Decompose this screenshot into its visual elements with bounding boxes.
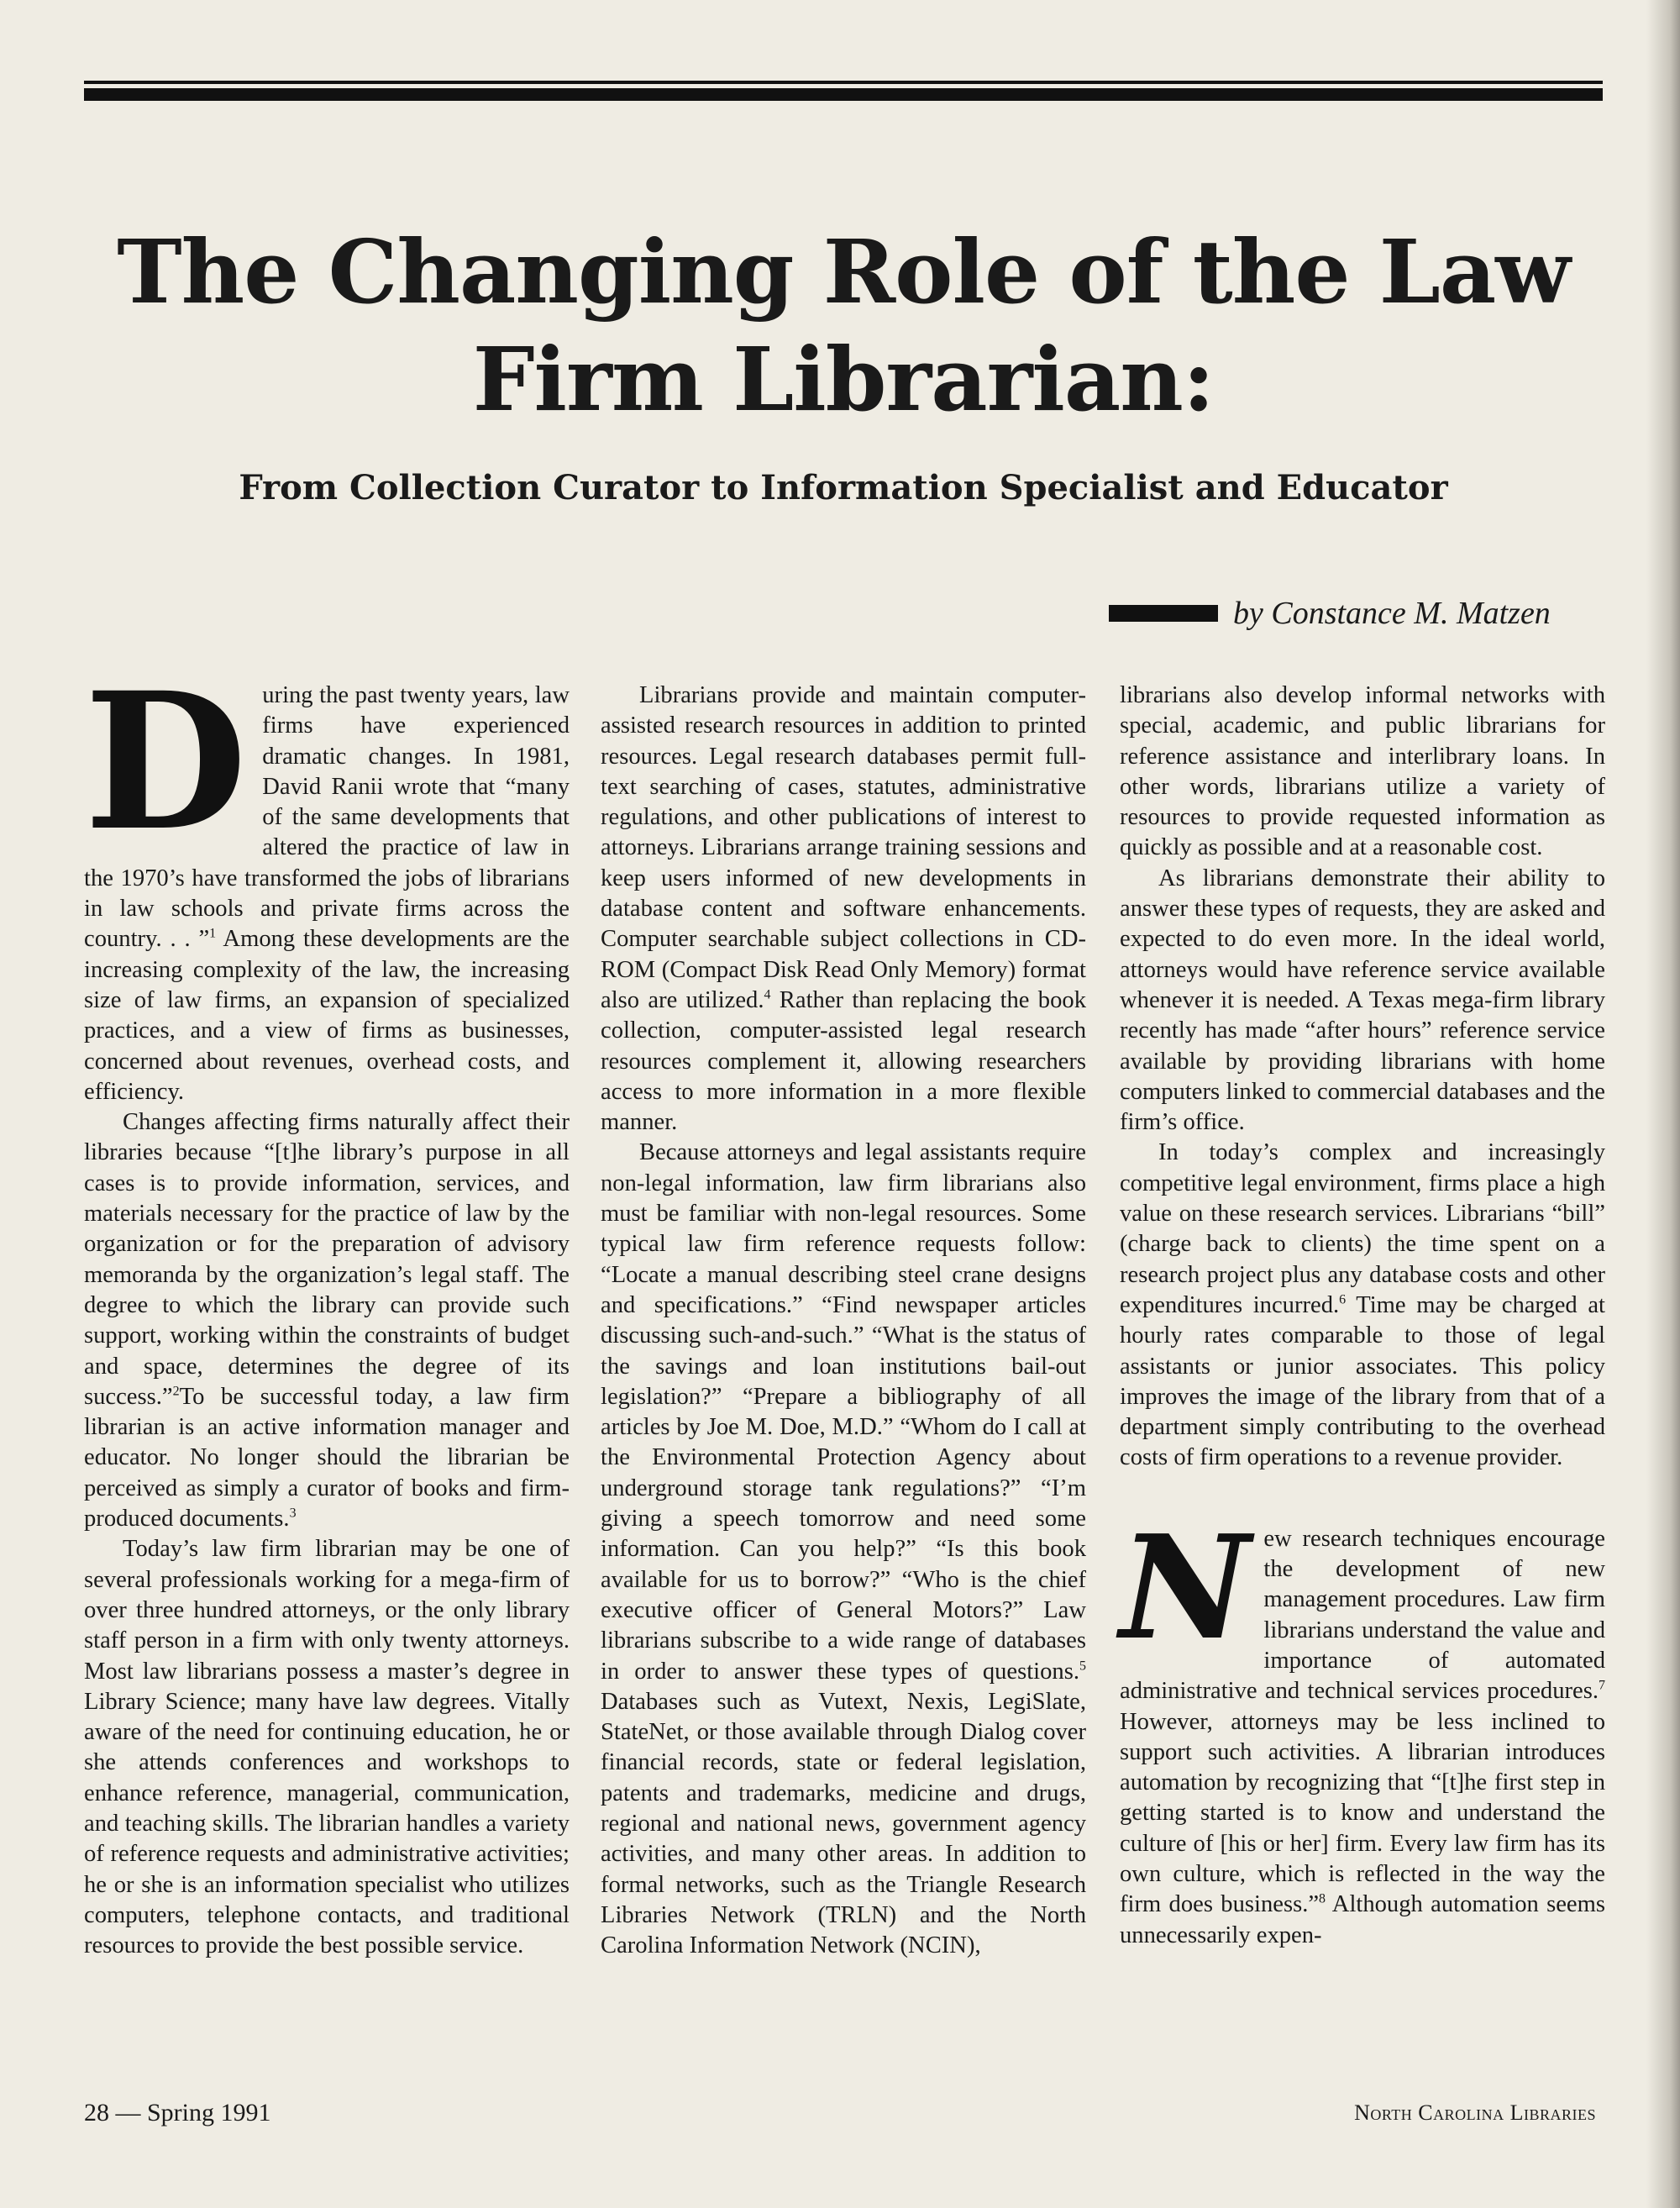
article-subtitle: From Collection Curator to Information Specialist and Educator bbox=[239, 468, 1448, 507]
header-rule bbox=[84, 81, 1603, 101]
dropcap-n: N bbox=[1120, 1503, 1251, 1672]
paragraph: Librarians provide and maintain computer-assisted research resources in addition to printed resources. Legal research databases permit full-text searching of cases, statutes, administrative regulations, and other publications of interest to attorneys. Librarians arrange training sessions and keep users informed of new developments in database content and software enhancements. Computer searchable subject collections in CD-ROM (Compact Disk Read Only Memory) format also are utilized.$^4$ Rather than replacing the book collection, computer-assisted legal research resources complement it, allowing researchers access to more information in a more flexible manner. bbox=[601, 682, 1086, 1136]
byline bbox=[1109, 588, 1613, 639]
page-edge bbox=[1646, 0, 1680, 2208]
page-folio: 28 — Spring 1991 bbox=[84, 2099, 271, 2127]
article-title: The Changing Role of the Law Firm Librarian: bbox=[117, 220, 1570, 431]
byline-bar bbox=[1109, 605, 1218, 622]
paragraph: Changes affecting firms naturally affect their libraries because “[t]he library’s purpose in all cases is to provide information, services, and materials necessary for the practice of law by the organization or for the preparation of advisory memoranda by the organization’s legal staff. The degree to which the library can provide such support, working within the constraints of budget and space, determines the degree of its success.”$^2$To be successful today, a law firm librarian is an active information manager and educator. No longer should the librarian be perceived as simply a curator of books and firm-produced documents.$^3$ bbox=[84, 1109, 570, 1532]
column-3 bbox=[1120, 681, 1605, 2109]
paragraph: Because attorneys and legal assistants require non-legal information, law firm librarians also must be familiar with non-legal resources. Some typical law firm reference requests follow: “Locate a manual describing steel crane designs and specifications.” “Find newspaper articles discussing such-and-such.” “What is the status of the savings and loan institutions bail-out legislation?” “Prepare a bibliography of all articles by Joe M. Doe, M.D.” “Whom do I call at the Environmental Protection Agency about underground storage tank regulations?” “I’m giving a speech tomorrow and need some information. Can you help?” “Is this book available for us to borrow?” “Who is the chief executive officer of General Motors?” Law librarians subscribe to a wide range of databases in order to answer these types of questions.$^5$ Databases such as Vutext, Nexis, LegiSlate, StateNet, or those available through Dialog cover financial records, state or federal legislation, patents and trademarks, medicine and drugs, regional and national news, government agency activities, and many other areas. In addition to formal networks, such as the Triangle Research Libraries Network (TRLN) and the North Carolina Information Network (NCIN), bbox=[601, 1139, 1086, 1959]
paragraph: uring the past twenty years, law firms have experienced dramatic changes. In 1981, David Ranii wrote that “many of the same developments that altered the practice of law in the 1970’s have transformed the jobs of librarians in law schools and private firms across the country. . . ”$^1$ Among these developments are the increasing complexity of the law, the increasing size of law firms, an expansion of specialized practices, and a view of firms as businesses, concerned about revenues, overhead costs, and efficiency. bbox=[84, 682, 570, 1105]
byline-author: by Constance M. Matzen bbox=[1233, 596, 1551, 631]
column-1 bbox=[84, 651, 570, 2109]
paragraph: In today’s complex and increasingly competitive legal environment, firms place a high value on these research services. Librarians “bill” (charge back to clients) the time spent on a research project plus any database costs and other expenditures incurred.$^6$ Time may be charged at hourly rates comparable to those of legal assistants or junior associates. This policy improves the image of the library from that of a department simply contributing to the overhead costs of firm operations to a revenue provider. bbox=[1120, 1139, 1606, 1471]
paragraph: As librarians demonstrate their ability to answer these types of requests, they are asked and expected to do even more. In the ideal world, attorneys would have reference service available whenever it is needed. A Texas mega-firm library recently has made “after hours” reference service available by providing librarians with home computers linked to commercial databases and the firm’s office. bbox=[1120, 865, 1605, 1136]
column-2 bbox=[601, 681, 1086, 2109]
publication-name: North Carolina Libraries bbox=[1354, 2100, 1596, 2125]
paragraph: Today’s law firm librarian may be one of several professionals working for a mega-firm of over three hundred attorneys, or the only library staff person in a firm with only twenty attorneys. Most law librarians possess a master’s degree in Library Science; many have law degrees. Vitally aware of the need for continuing education, he or she attends conferences and workshops to enhance reference, managerial, communication, and teaching skills. The librarian handles a variety of reference requests and administrative activities; he or she is an information specialist who utilizes computers, telephone contacts, and traditional resources to provide the best possible service. bbox=[84, 1536, 570, 1959]
paragraph: ew research techniques encourage the development of new management procedures. Law firm librarians understand the value and importance of automated administrative and technical services procedures.$^7$ However, attorneys may be less inclined to support such activities. A librarian introduces automation by recognizing that “[t]he first step in getting started is to know and understand the culture of [his or her] firm. Every law firm has its own culture, which is reflected in the way the firm does business.”$^8$ Although automation seems unnecessarily expen- bbox=[1120, 1525, 1605, 1948]
paragraph: librarians also develop informal networks with special, academic, and public librarians for reference assistance and interlibrary loans. In other words, librarians utilize a variety of resources to provide requested information as quickly as possible and at a reasonable cost. bbox=[1120, 682, 1605, 861]
dropcap-d: D bbox=[84, 651, 248, 872]
